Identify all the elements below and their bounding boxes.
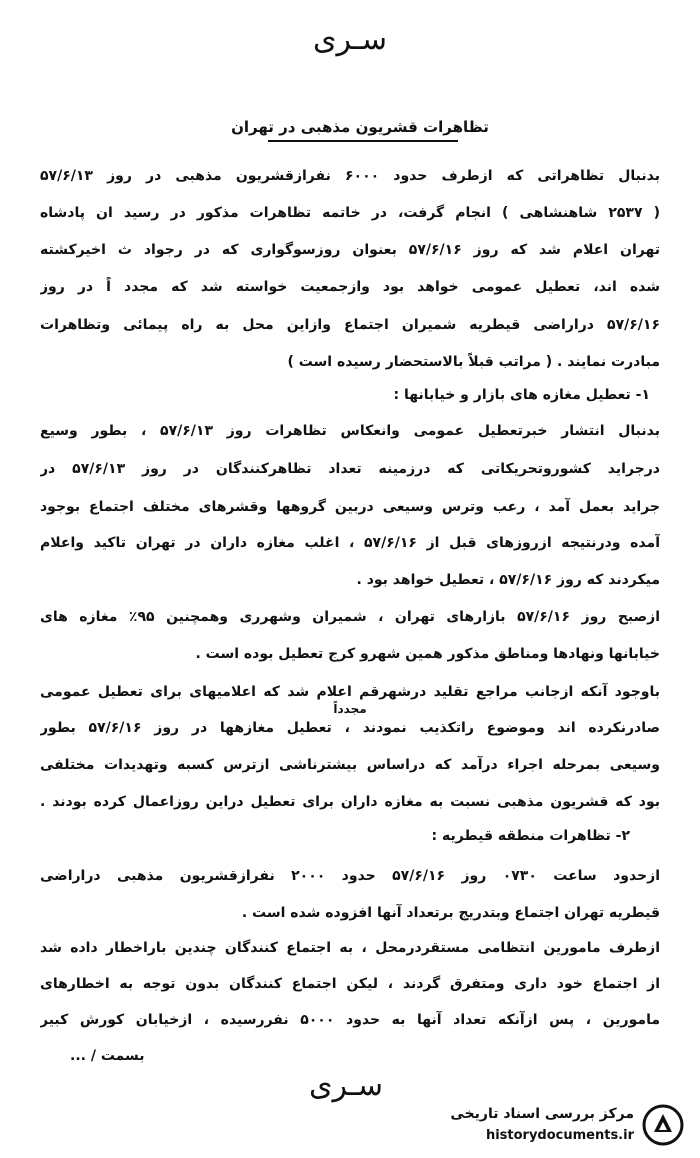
- watermark-org-name: مرکز بررسی اسناد تاریخی: [450, 1106, 634, 1122]
- body-line: جراید بعمل آمد ، رعب وترس وسیعی دربین گروهها وقشرهای مختلف اجتماع بوجود: [40, 499, 660, 515]
- body-line: بدنبال انتشار خبرتعطیل عمومی وانعکاس تظاهرات روز ۵۷/۶/۱۳ ، بطور وسیع: [40, 423, 660, 439]
- section-heading: ۲- تظاهرات منطقه قیطریه :: [431, 828, 630, 844]
- document-title: تظاهرات قشریون مذهبی در تهران: [231, 118, 489, 136]
- body-line: ۵۷/۶/۱۶ دراراضی قیطریه شمیران اجتماع وازاین محل به راه پیمائی وتظاهرات: [40, 317, 660, 333]
- body-line: تهران اعلام شد که روز ۵۷/۶/۱۶ بعنوان روزسوگواری که در رجواد ث اخیرکشته: [40, 242, 660, 258]
- body-line: ازطرف مامورین انتظامی مستقردرمحل ، به اجتماع کنندگان چندین باراخطار داده شد: [40, 940, 660, 956]
- body-line: مبادرت نمایند . ( مراتب قبلاً بالاستحضار رسیده است ): [287, 354, 660, 370]
- body-line: قیطریه تهران اجتماع وبتدریج برتعداد آنها افزوده شده است .: [241, 905, 660, 921]
- body-line: وسیعی بمرحله اجراء درآمد که دراساس بیشترناشی ازترس کسبه وتهدیدات مختلفی: [40, 757, 660, 773]
- body-line: درجراید کشوروتحریکاتی که درزمینه تعداد تظاهرکنندگان در روز ۵۷/۶/۱۳ در: [40, 461, 660, 477]
- body-line: شده اند، تعطیل عمومی خواهد بود وازجمعیت خواسته شد که مجدد اً در روز: [40, 279, 660, 295]
- watermark-site-url: historydocuments.ir: [485, 1128, 634, 1143]
- body-line: آمده ودرنتیجه ازروزهای قبل از ۵۷/۶/۱۶ ، اغلب مغازه داران در تهران تاکید واعلام: [40, 535, 660, 551]
- interlinear-note: مجدداً: [333, 702, 367, 716]
- body-line: ازصبح روز ۵۷/۶/۱۶ بازارهای تهران ، شمیران وشهرری وهمچنین ۹۵٪ مغازه های: [40, 609, 660, 625]
- title-underline: [268, 140, 458, 142]
- watermark: [440, 1102, 690, 1154]
- body-line: صادرنکرده اند وموضوع راتکذیب نمودند ، تعطیل مغازهها در روز ۵۷/۶/۱۶ بطور: [40, 720, 660, 736]
- body-line: بود که قشریون مذهبی نسبت به مغازه داران برای تعطیل دراین روزاعمال کرده بودند .: [40, 794, 660, 810]
- section-heading: ۱- تعطیل مغازه های بازار و خیابانها :: [393, 387, 650, 403]
- body-line: ( ۲۵۳۷ شاهنشاهی ) انجام گرفت، در خاتمه تظاهرات مذکور در رسید ان پادشاه: [40, 205, 660, 221]
- body-line: بدنبال تظاهراتی که ازطرف حدود ۶۰۰۰ نفرازقشریون مذهبی در روز ۵۷/۶/۱۳: [40, 168, 660, 184]
- continuation-line: [40, 1046, 660, 1066]
- body-line: ازحدود ساعت ۰۷۳۰ روز ۵۷/۶/۱۶ حدود ۲۰۰۰ نفرازقشریون مذهبی دراراضی: [40, 868, 660, 884]
- archive-logo-icon: [642, 1104, 684, 1146]
- body-line: میکردند که روز ۵۷/۶/۱۶ ، تعطیل خواهد بود .: [356, 572, 660, 588]
- continuation-text: بسمت / ...: [70, 1048, 145, 1064]
- body-line: خیابانها ونهادها ومناطق مذکور همین شهرو کرج تعطیل بوده است .: [195, 646, 660, 662]
- body-line: از اجتماع خود داری ومتفرق گردند ، لیکن اجتماع کنندگان بدون توجه به اخطارهای: [40, 976, 660, 992]
- body-line: باوجود آنکه ازجانب مراجع تقلید درشهرقم اعلام شد که اعلامیهای برای تعطیل عمومی: [40, 684, 660, 700]
- body-line: مامورین ، پس ازآنکه تعداد آنها به حدود ۵۰۰۰ نفررسیده ، ازخیابان کورش کبیر: [40, 1012, 660, 1028]
- classification-mark-bottom: سـرى: [309, 1068, 383, 1103]
- classification-mark-top: سـرى: [313, 22, 387, 57]
